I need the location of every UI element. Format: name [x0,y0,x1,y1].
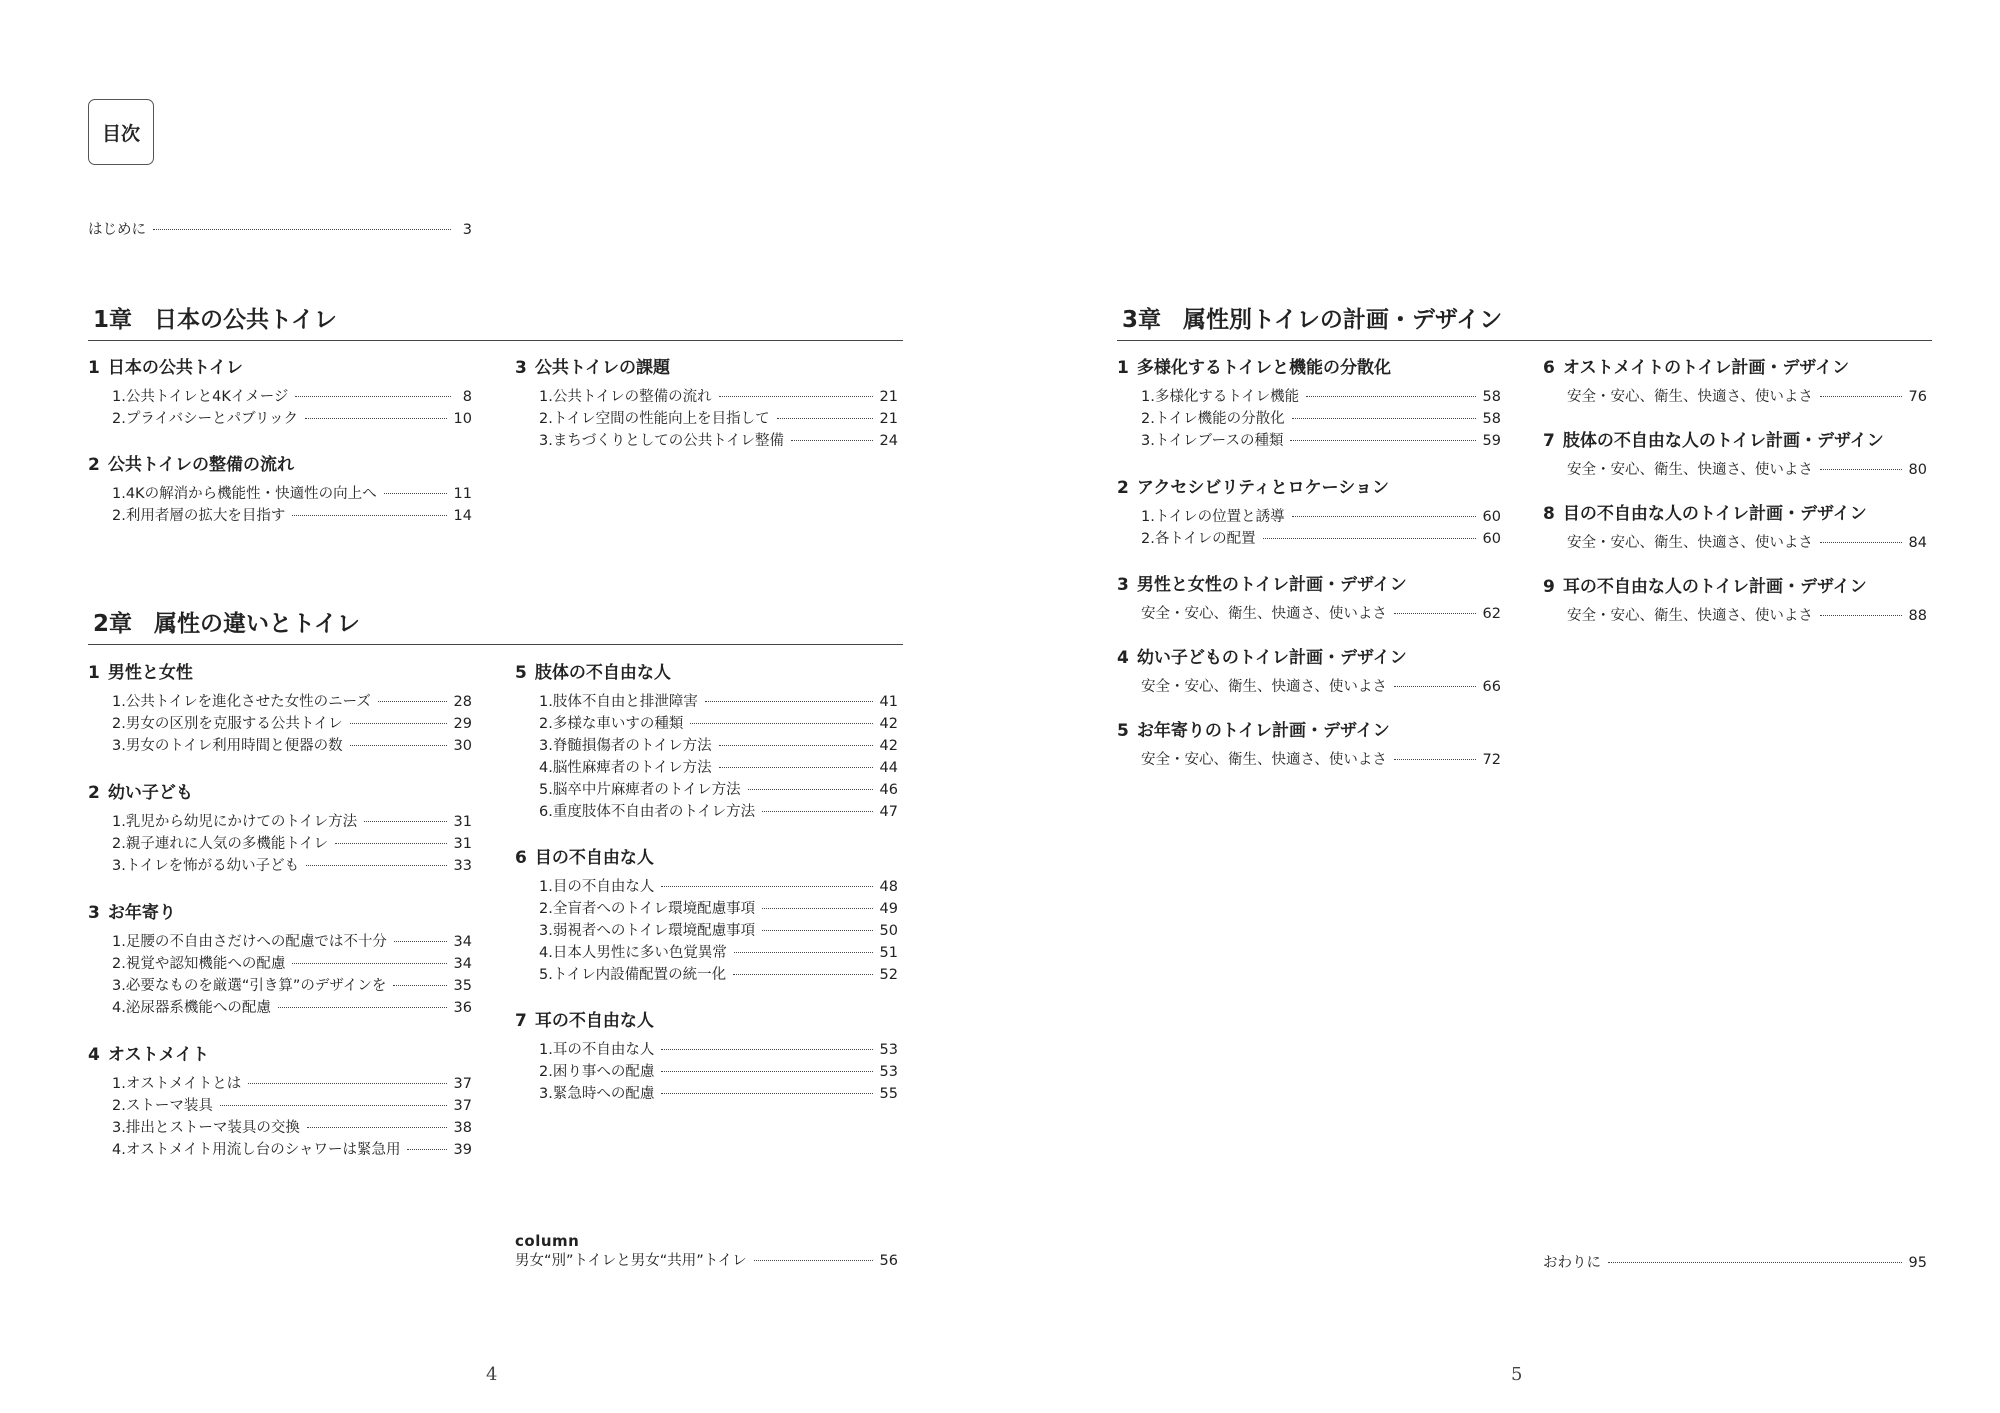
section-number: 2 [88,455,100,475]
entry-page: 66 [1482,679,1501,695]
ch3-section-1 [1117,356,1501,452]
entry-page: 38 [453,1120,472,1136]
leader-dots [1263,538,1476,539]
toc-entry[interactable] [88,386,472,408]
section-number: 6 [1543,358,1555,378]
toc-entry[interactable] [88,855,472,877]
ch3-section-7 [1543,429,1927,481]
entry-title: 安全・安心、衛生、快適さ、使いよさ [1567,462,1813,478]
entry-title: 2.各トイレの配置 [1141,531,1256,547]
entry-title: 2.親子連れに人気の多機能トイレ [112,836,329,852]
entry-title: 3.排出とストーマ装具の交換 [112,1120,300,1136]
leader-dots [748,789,873,790]
entry-title: 3.まちづくりとしての公共トイレ整備 [539,433,784,449]
entry-page: 42 [879,738,898,754]
entry-title: 男女“別”トイレと男女“共用”トイレ [515,1253,747,1269]
leader-dots [1820,615,1902,616]
entry-page: 33 [453,858,472,874]
leader-dots [1394,613,1476,614]
toc-entry[interactable] [1543,532,1927,554]
entry-title: 1.肢体不自由と排泄障害 [539,694,698,710]
entry-page: 72 [1482,752,1501,768]
toc-entry[interactable] [515,691,898,713]
section-title: 耳の不自由な人 [534,1011,654,1031]
entry-title: 3.脊髄損傷者のトイレ方法 [539,738,712,754]
ch2-section-4 [88,1043,472,1161]
section-number: 3 [1117,575,1129,595]
entry-page: 58 [1482,411,1501,427]
entry-page: 29 [453,716,472,732]
section-number: 4 [1117,648,1129,668]
section-title: 目の不自由な人 [534,848,654,868]
leader-dots [719,767,873,768]
entry-page: 24 [879,433,898,449]
toc-entry[interactable] [515,964,898,986]
leader-dots [1306,396,1475,397]
intro-title: はじめに [88,222,146,238]
ch3-section-2 [1117,476,1501,550]
entry-title: 1.4Kの解消から機能性・快適性の向上へ [112,486,377,502]
section-heading[interactable] [515,846,898,870]
entry-title: 4.脳性麻痺者のトイレ方法 [539,760,712,776]
entry-page: 48 [879,879,898,895]
section-title: 幼い子どものトイレ計画・デザイン [1136,648,1407,668]
ch1-section-1 [88,356,472,430]
entry-page: 30 [453,738,472,754]
section-number: 6 [515,848,527,868]
leader-dots [719,396,873,397]
leader-dots [734,952,873,953]
toc-entry[interactable] [515,408,898,430]
leader-dots [1608,1262,1902,1263]
entry-page: 34 [453,956,472,972]
entry-page: 47 [879,804,898,820]
leader-dots [378,701,447,702]
toc-entry[interactable] [515,779,898,801]
entry-title: 1.足腰の不自由さだけへの配慮では不十分 [112,934,387,950]
entry-title: 2.困り事への配慮 [539,1064,655,1080]
leader-dots [661,886,872,887]
toc-entry[interactable] [88,505,472,527]
toc-entry[interactable] [515,1061,898,1083]
leader-dots [1820,396,1902,397]
ch3-section-8 [1543,502,1927,554]
toc-entry[interactable] [1117,749,1501,771]
entry-page: 51 [879,945,898,961]
section-number: 8 [1543,504,1555,524]
leader-dots [791,440,873,441]
entry-title: 2.男女の区別を克服する公共トイレ [112,716,343,732]
leader-dots [394,941,447,942]
entry-page: 62 [1482,606,1501,622]
leader-dots [335,843,446,844]
leader-dots [1820,542,1902,543]
entry-page: 14 [453,508,472,524]
toc-entry[interactable] [515,430,898,452]
leader-dots [762,908,872,909]
toc-entry[interactable] [88,811,472,833]
entry-page: 52 [879,967,898,983]
leader-dots [661,1093,872,1094]
entry-title: 5.脳卒中片麻痺者のトイレ方法 [539,782,741,798]
toc-entry[interactable] [88,1117,472,1139]
entry-title: 3.弱視者へのトイレ環境配慮事項 [539,923,756,939]
section-number: 9 [1543,577,1555,597]
toc-entry[interactable] [515,801,898,823]
leader-dots [307,1127,447,1128]
entry-title: 1.公共トイレの整備の流れ [539,389,712,405]
entry-page: 31 [453,814,472,830]
section-title: 肢体の不自由な人 [534,663,671,683]
toc-entry[interactable] [515,713,898,735]
section-heading[interactable] [88,453,472,477]
chapter-2-heading [88,605,903,645]
leader-dots [292,963,446,964]
entry-page: 53 [879,1042,898,1058]
leader-dots [295,396,451,397]
toc-entry[interactable] [88,953,472,975]
entry-page: 84 [1908,535,1927,551]
leader-dots [719,745,873,746]
toc-entry[interactable] [88,408,472,430]
leader-dots [762,811,872,812]
section-title: お年寄りのトイレ計画・デザイン [1136,721,1390,741]
toc-entry[interactable] [515,942,898,964]
leader-dots [248,1083,446,1084]
entry-title: 安全・安心、衛生、快適さ、使いよさ [1567,389,1813,405]
section-heading[interactable] [515,356,898,380]
entry-title: 3.緊急時への配慮 [539,1086,655,1102]
toc-entry[interactable] [515,1083,898,1105]
toc-entry[interactable] [1117,528,1501,550]
section-heading[interactable] [515,1009,898,1033]
intro-entry[interactable] [88,219,472,241]
leader-dots [278,1007,447,1008]
leader-dots [762,930,872,931]
entry-title: 1.多様化するトイレ機能 [1141,389,1300,405]
page-number-left: 4 [486,1364,498,1385]
ch2-section-1 [88,661,472,757]
toc-entry[interactable] [88,713,472,735]
leader-dots [661,1071,872,1072]
entry-title: 3.必要なものを厳選“引き算”のデザインを [112,978,387,994]
section-heading[interactable] [1117,476,1501,500]
section-heading[interactable] [1543,502,1927,526]
toc-entry[interactable] [1117,603,1501,625]
entry-page: 60 [1482,509,1501,525]
entry-title: 3.トイレを怖がる幼い子ども [112,858,300,874]
entry-page: 59 [1482,433,1501,449]
chapter-1-heading [88,301,903,341]
entry-page: 46 [879,782,898,798]
entry-page: 55 [879,1086,898,1102]
leader-dots [306,865,446,866]
toc-entry[interactable] [88,975,472,997]
leader-dots [690,723,872,724]
toc-entry[interactable] [515,876,898,898]
ch3-section-6 [1543,356,1927,408]
leader-dots [407,1149,446,1150]
toc-entry[interactable] [1543,605,1927,627]
leader-dots [661,1049,872,1050]
leader-dots [384,493,447,494]
toc-entry[interactable] [515,1039,898,1061]
entry-page: 76 [1908,389,1927,405]
leader-dots [350,745,447,746]
section-number: 5 [515,663,527,683]
section-heading[interactable] [88,1043,472,1067]
ch3-section-9 [1543,575,1927,627]
section-heading[interactable] [1117,719,1501,743]
entry-title: 4.日本人男性に多い色覚異常 [539,945,727,961]
section-title: 目の不自由な人のトイレ計画・デザイン [1562,504,1867,524]
entry-page: 28 [453,694,472,710]
toc-entry[interactable] [1117,676,1501,698]
toc-entry[interactable] [88,833,472,855]
entry-page: 21 [879,411,898,427]
entry-title: 3.男女のトイレ利用時間と便器の数 [112,738,343,754]
ch1-section-3 [515,356,898,452]
chapter-title: 属性の違いとトイレ [154,611,360,637]
ch2-section-6 [515,846,898,986]
section-title: 幼い子ども [107,783,193,803]
entry-title: 4.泌尿器系機能への配慮 [112,1000,271,1016]
section-title: オストメイトのトイレ計画・デザイン [1562,358,1850,378]
chapter-number: 2章 [93,611,133,637]
entry-page: 11 [453,486,472,502]
entry-page: 80 [1908,462,1927,478]
chapter-3-heading [1117,301,1932,341]
entry-title: 2.ストーマ装具 [112,1098,213,1114]
section-number: 1 [1117,358,1129,378]
toc-entry[interactable] [88,691,472,713]
toc-entry[interactable] [515,920,898,942]
entry-title: 4.オストメイト用流し台のシャワーは緊急用 [112,1142,401,1158]
entry-page: 49 [879,901,898,917]
leader-dots [153,229,451,230]
intro-page: 3 [462,222,472,238]
entry-page: 39 [453,1142,472,1158]
leader-dots [705,701,873,702]
entry-page: 53 [879,1064,898,1080]
toc-entry[interactable] [88,1073,472,1095]
entry-title: 1.目の不自由な人 [539,879,655,895]
section-heading[interactable] [1117,573,1501,597]
section-number: 3 [88,903,100,923]
leader-dots [754,1260,873,1261]
entry-title: 2.トイレ機能の分散化 [1141,411,1285,427]
section-number: 5 [1117,721,1129,741]
entry-title: 安全・安心、衛生、快適さ、使いよさ [1141,679,1387,695]
entry-title: 1.公共トイレと4Kイメージ [112,389,289,405]
entry-page: 41 [879,694,898,710]
section-title: 公共トイレの整備の流れ [107,455,294,475]
column-block [515,1232,898,1272]
entry-page: 56 [879,1253,898,1269]
entry-title: 2.プライバシーとパブリック [112,411,298,427]
ch2-section-7 [515,1009,898,1105]
leader-dots [292,515,446,516]
entry-page: 37 [453,1076,472,1092]
section-heading[interactable] [88,781,472,805]
toc-entry[interactable] [1543,459,1927,481]
entry-page: 88 [1908,608,1927,624]
toc-entry[interactable] [88,1139,472,1161]
toc-entry[interactable] [88,931,472,953]
entry-title: 2.全盲者へのトイレ環境配慮事項 [539,901,756,917]
leader-dots [1292,418,1476,419]
chapter-title: 日本の公共トイレ [154,307,337,333]
section-number: 1 [88,663,100,683]
chapter-number: 3章 [1122,307,1162,333]
entry-title: 2.多様な車いすの種類 [539,716,684,732]
section-heading[interactable] [1543,356,1927,380]
section-title: アクセシビリティとロケーション [1136,478,1389,498]
entry-page: 21 [879,389,898,405]
entry-page: 36 [453,1000,472,1016]
toc-label: 目次 [88,99,154,165]
toc-entry[interactable] [515,757,898,779]
entry-title: 安全・安心、衛生、快適さ、使いよさ [1141,606,1387,622]
section-title: 公共トイレの課題 [534,358,670,378]
section-heading[interactable] [1543,429,1927,453]
entry-title: 安全・安心、衛生、快適さ、使いよさ [1567,608,1813,624]
entry-page: 35 [453,978,472,994]
ch1-section-2 [88,453,472,527]
entry-page: 44 [879,760,898,776]
toc-entry[interactable] [88,483,472,505]
entry-page: 60 [1482,531,1501,547]
leader-dots [220,1105,447,1106]
leader-dots [350,723,447,724]
toc-entry[interactable] [1543,386,1927,408]
entry-title: 1.オストメイトとは [112,1076,242,1092]
entry-title: 1.耳の不自由な人 [539,1042,655,1058]
section-heading[interactable] [88,661,472,685]
column-label: column [515,1232,580,1250]
section-title: お年寄り [107,903,176,923]
section-title: 多様化するトイレと機能の分散化 [1136,358,1391,378]
toc-entry[interactable] [1117,408,1501,430]
section-number: 2 [88,783,100,803]
ch2-section-5 [515,661,898,823]
ch3-section-5 [1117,719,1501,771]
section-title: 男性と女性のトイレ計画・デザイン [1136,575,1407,595]
leader-dots [1292,516,1476,517]
entry-page: 34 [453,934,472,950]
leader-dots [393,985,446,986]
section-title: 耳の不自由な人のトイレ計画・デザイン [1562,577,1867,597]
ch3-section-4 [1117,646,1501,698]
leader-dots [305,418,447,419]
entry-title: 1.乳児から幼児にかけてのトイレ方法 [112,814,358,830]
toc-entry[interactable] [1117,506,1501,528]
leader-dots [1394,759,1476,760]
section-title: 男性と女性 [107,663,193,683]
entry-title: 5.トイレ内設備配置の統一化 [539,967,727,983]
section-heading[interactable] [88,356,472,380]
section-heading[interactable] [515,661,898,685]
leader-dots [777,418,873,419]
page-number-right: 5 [1511,1364,1523,1385]
entry-page: 50 [879,923,898,939]
entry-page: 37 [453,1098,472,1114]
section-number: 2 [1117,478,1129,498]
section-number: 3 [515,358,527,378]
outro-page: 95 [1908,1255,1927,1271]
entry-page: 31 [453,836,472,852]
section-title: 肢体の不自由な人のトイレ計画・デザイン [1562,431,1884,451]
section-heading[interactable] [1117,356,1501,380]
leader-dots [1290,440,1475,441]
entry-title: 2.視覚や認知機能への配慮 [112,956,286,972]
section-number: 4 [88,1045,100,1065]
entry-title: 安全・安心、衛生、快適さ、使いよさ [1141,752,1387,768]
entry-title: 3.トイレブースの種類 [1141,433,1284,449]
outro-entry[interactable] [1543,1252,1927,1274]
entry-page: 10 [453,411,472,427]
ch2-section-3 [88,901,472,1019]
section-number: 7 [515,1011,527,1031]
ch3-section-3 [1117,573,1501,625]
leader-dots [1820,469,1902,470]
entry-page: 8 [462,389,472,405]
section-heading[interactable] [88,901,472,925]
section-heading[interactable] [1117,646,1501,670]
entry-title: 2.利用者層の拡大を目指す [112,508,286,524]
toc-entry[interactable] [1117,386,1501,408]
chapter-number: 1章 [93,307,133,333]
toc-entry[interactable] [515,898,898,920]
leader-dots [1394,686,1476,687]
section-heading[interactable] [1543,575,1927,599]
entry-page: 58 [1482,389,1501,405]
entry-title: 1.トイレの位置と誘導 [1141,509,1285,525]
leader-dots [733,974,872,975]
entry-page: 42 [879,716,898,732]
chapter-title: 属性別トイレの計画・デザイン [1183,307,1503,333]
section-title: オストメイト [107,1045,210,1065]
leader-dots [364,821,446,822]
section-title: 日本の公共トイレ [107,358,243,378]
entry-title: 1.公共トイレを進化させた女性のニーズ [112,694,371,710]
section-number: 1 [88,358,100,378]
toc-entry[interactable] [515,386,898,408]
entry-title: 6.重度肢体不自由者のトイレ方法 [539,804,756,820]
ch2-section-2 [88,781,472,877]
section-number: 7 [1543,431,1555,451]
toc-entry[interactable] [1117,430,1501,452]
toc-entry[interactable] [88,735,472,757]
entry-title: 安全・安心、衛生、快適さ、使いよさ [1567,535,1813,551]
column-entry[interactable] [515,1250,898,1272]
toc-entry[interactable] [88,997,472,1019]
entry-title: 2.トイレ空間の性能向上を目指して [539,411,770,427]
toc-entry[interactable] [515,735,898,757]
toc-entry[interactable] [88,1095,472,1117]
outro-title: おわりに [1543,1255,1601,1271]
